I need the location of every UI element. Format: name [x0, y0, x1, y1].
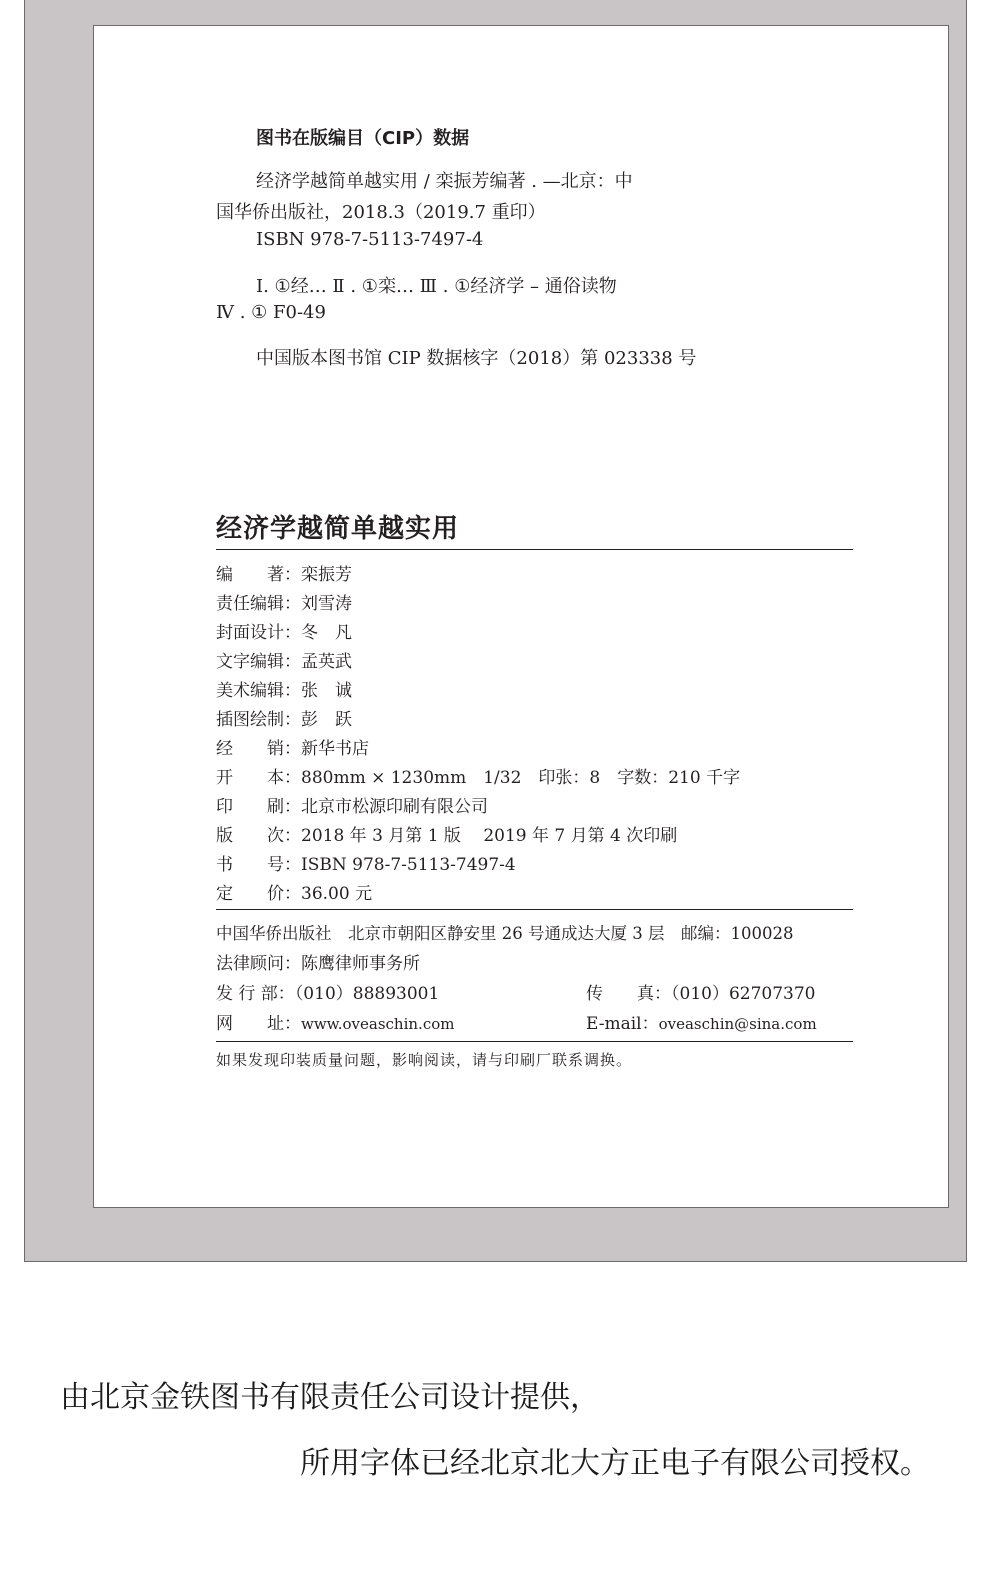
credit-value: ISBN 978-7-5113-7497-4 — [301, 855, 516, 875]
book-title: 经济学越简单越实用 — [216, 514, 460, 544]
credit-label: 经 销： — [216, 739, 301, 759]
credit-row — [216, 589, 352, 614]
credit-value: 36.00 元 — [301, 884, 373, 904]
credit-row — [216, 734, 369, 759]
gray-frame — [24, 0, 967, 1262]
credit-label: 美术编辑： — [216, 681, 301, 701]
footer-line-1: 由北京金铁图书有限责任公司设计提供， — [60, 1380, 600, 1415]
credit-value: 冬 凡 — [301, 623, 352, 643]
distribution-phone: （010）88893001 — [294, 984, 440, 1004]
cip-classification-2: Ⅳ . ① F0-49 — [216, 302, 326, 323]
credit-value: 栾振芳 — [301, 565, 352, 585]
quality-notice: 如果发现印装质量问题，影响阅读，请与印刷厂联系调换。 — [216, 1051, 633, 1069]
cip-classification-1: Ⅰ. ①经… Ⅱ . ①栾… Ⅲ . ①经济学 – 通俗读物 — [256, 276, 617, 297]
contact-row-phone — [216, 979, 853, 1004]
footer-line-2: 所用字体已经北京北大方正电子有限公司授权。 — [300, 1446, 930, 1481]
credit-row — [216, 792, 488, 817]
credit-label: 版 次： — [216, 826, 301, 846]
fax-label: 传 真： — [586, 984, 671, 1004]
credit-value: 2018 年 3 月第 1 版 2019 年 7 月第 4 次印刷 — [301, 826, 678, 846]
cip-isbn: ISBN 978-7-5113-7497-4 — [256, 229, 484, 250]
credit-label: 文字编辑： — [216, 652, 301, 672]
legal-advisor: 法律顾问：陈鹰律师事务所 — [216, 954, 420, 974]
cip-line-2: 国华侨出版社，2018.3（2019.7 重印） — [216, 202, 546, 223]
credit-row — [216, 647, 352, 672]
credit-row — [216, 560, 352, 585]
credit-value: 刘雪涛 — [301, 594, 352, 614]
credit-value: 北京市松源印刷有限公司 — [301, 797, 488, 817]
credit-row — [216, 676, 352, 701]
distribution-label: 发 行 部： — [216, 984, 295, 1004]
credit-value: 彭 跃 — [301, 710, 352, 730]
credit-label: 开 本： — [216, 768, 301, 788]
cip-line-1: 经济学越简单越实用 / 栾振芳编著 . —北京：中 — [256, 171, 633, 192]
credit-value: 880mm × 1230mm 1/32 印张：8 字数：210 千字 — [301, 768, 741, 788]
credit-row — [216, 763, 740, 788]
credit-label: 定 价： — [216, 884, 301, 904]
contact-rule — [216, 1041, 853, 1042]
credit-row — [216, 821, 677, 846]
credit-label: 责任编辑： — [216, 594, 301, 614]
email-address: oveaschin@sina.com — [658, 1015, 817, 1033]
website-label: 网 址： — [216, 1014, 301, 1034]
credit-value: 孟英武 — [301, 652, 352, 672]
credit-value: 新华书店 — [301, 739, 369, 759]
fax-group — [586, 979, 815, 1004]
cip-record-number: 中国版本图书馆 CIP 数据核字（2018）第 023338 号 — [256, 348, 697, 369]
email-label: E-mail： — [586, 1014, 659, 1034]
publisher-address: 中国华侨出版社 北京市朝阳区静安里 26 号通成达大厦 3 层 邮编：100028 — [216, 924, 794, 943]
title-rule — [216, 549, 853, 550]
website-url: www.oveaschin.com — [301, 1015, 455, 1033]
credit-row — [216, 879, 372, 904]
cip-heading: 图书在版编目（CIP）数据 — [256, 128, 470, 149]
credits-rule — [216, 909, 853, 910]
credit-value: 张 诚 — [301, 681, 352, 701]
contact-row-web — [216, 1009, 853, 1034]
credit-label: 封面设计： — [216, 623, 301, 643]
credit-label: 插图绘制： — [216, 710, 301, 730]
credit-row — [216, 705, 352, 730]
credit-label: 书 号： — [216, 855, 301, 875]
credit-label: 编 著： — [216, 565, 301, 585]
fax-number: （010）62707370 — [671, 984, 816, 1004]
copyright-page — [93, 25, 949, 1208]
credit-label: 印 刷： — [216, 797, 301, 817]
email-group — [586, 1009, 817, 1034]
credit-row — [216, 618, 352, 643]
credit-row — [216, 850, 516, 875]
